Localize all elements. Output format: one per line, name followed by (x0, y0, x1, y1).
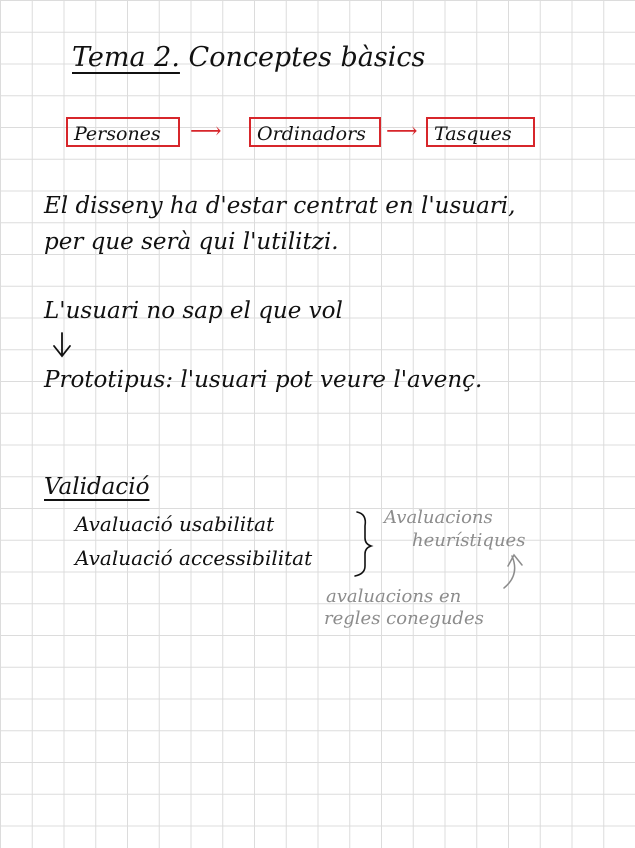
flow-box-persones: Persones (66, 117, 180, 147)
flow-box-tasques: Tasques (426, 117, 535, 147)
user-note-line-1: L'usuari no sap el que vol (44, 298, 343, 324)
validation-item-usability: Avaluació usabilitat (75, 512, 275, 536)
page-title (72, 42, 425, 73)
validation-heading: Validació (44, 474, 150, 500)
bottom-note-line-2: regles conegudes (324, 608, 484, 629)
paragraph-line-2: per que serà qui l'utilitzi. (44, 229, 339, 255)
arrow-right-icon: ⟶ (386, 119, 418, 144)
flow-box-ordinadors: Ordinadors (249, 117, 381, 147)
topic-name: Conceptes bàsics (188, 42, 426, 73)
side-note-line-1: Avaluacions (384, 507, 493, 528)
validation-item-accessibility: Avaluació accessibilitat (75, 546, 313, 570)
side-note-line-2: heurístiques (412, 530, 526, 551)
arrow-right-icon: ⟶ (190, 119, 222, 144)
paragraph-line-1: El disseny ha d'estar centrat en l'usuari, (44, 193, 516, 219)
user-note-line-2: Prototipus: l'usuari pot veure l'avenç. (44, 367, 483, 393)
topic-number: Tema 2. (72, 42, 180, 73)
bottom-note-line-1: avaluacions en (326, 586, 462, 607)
